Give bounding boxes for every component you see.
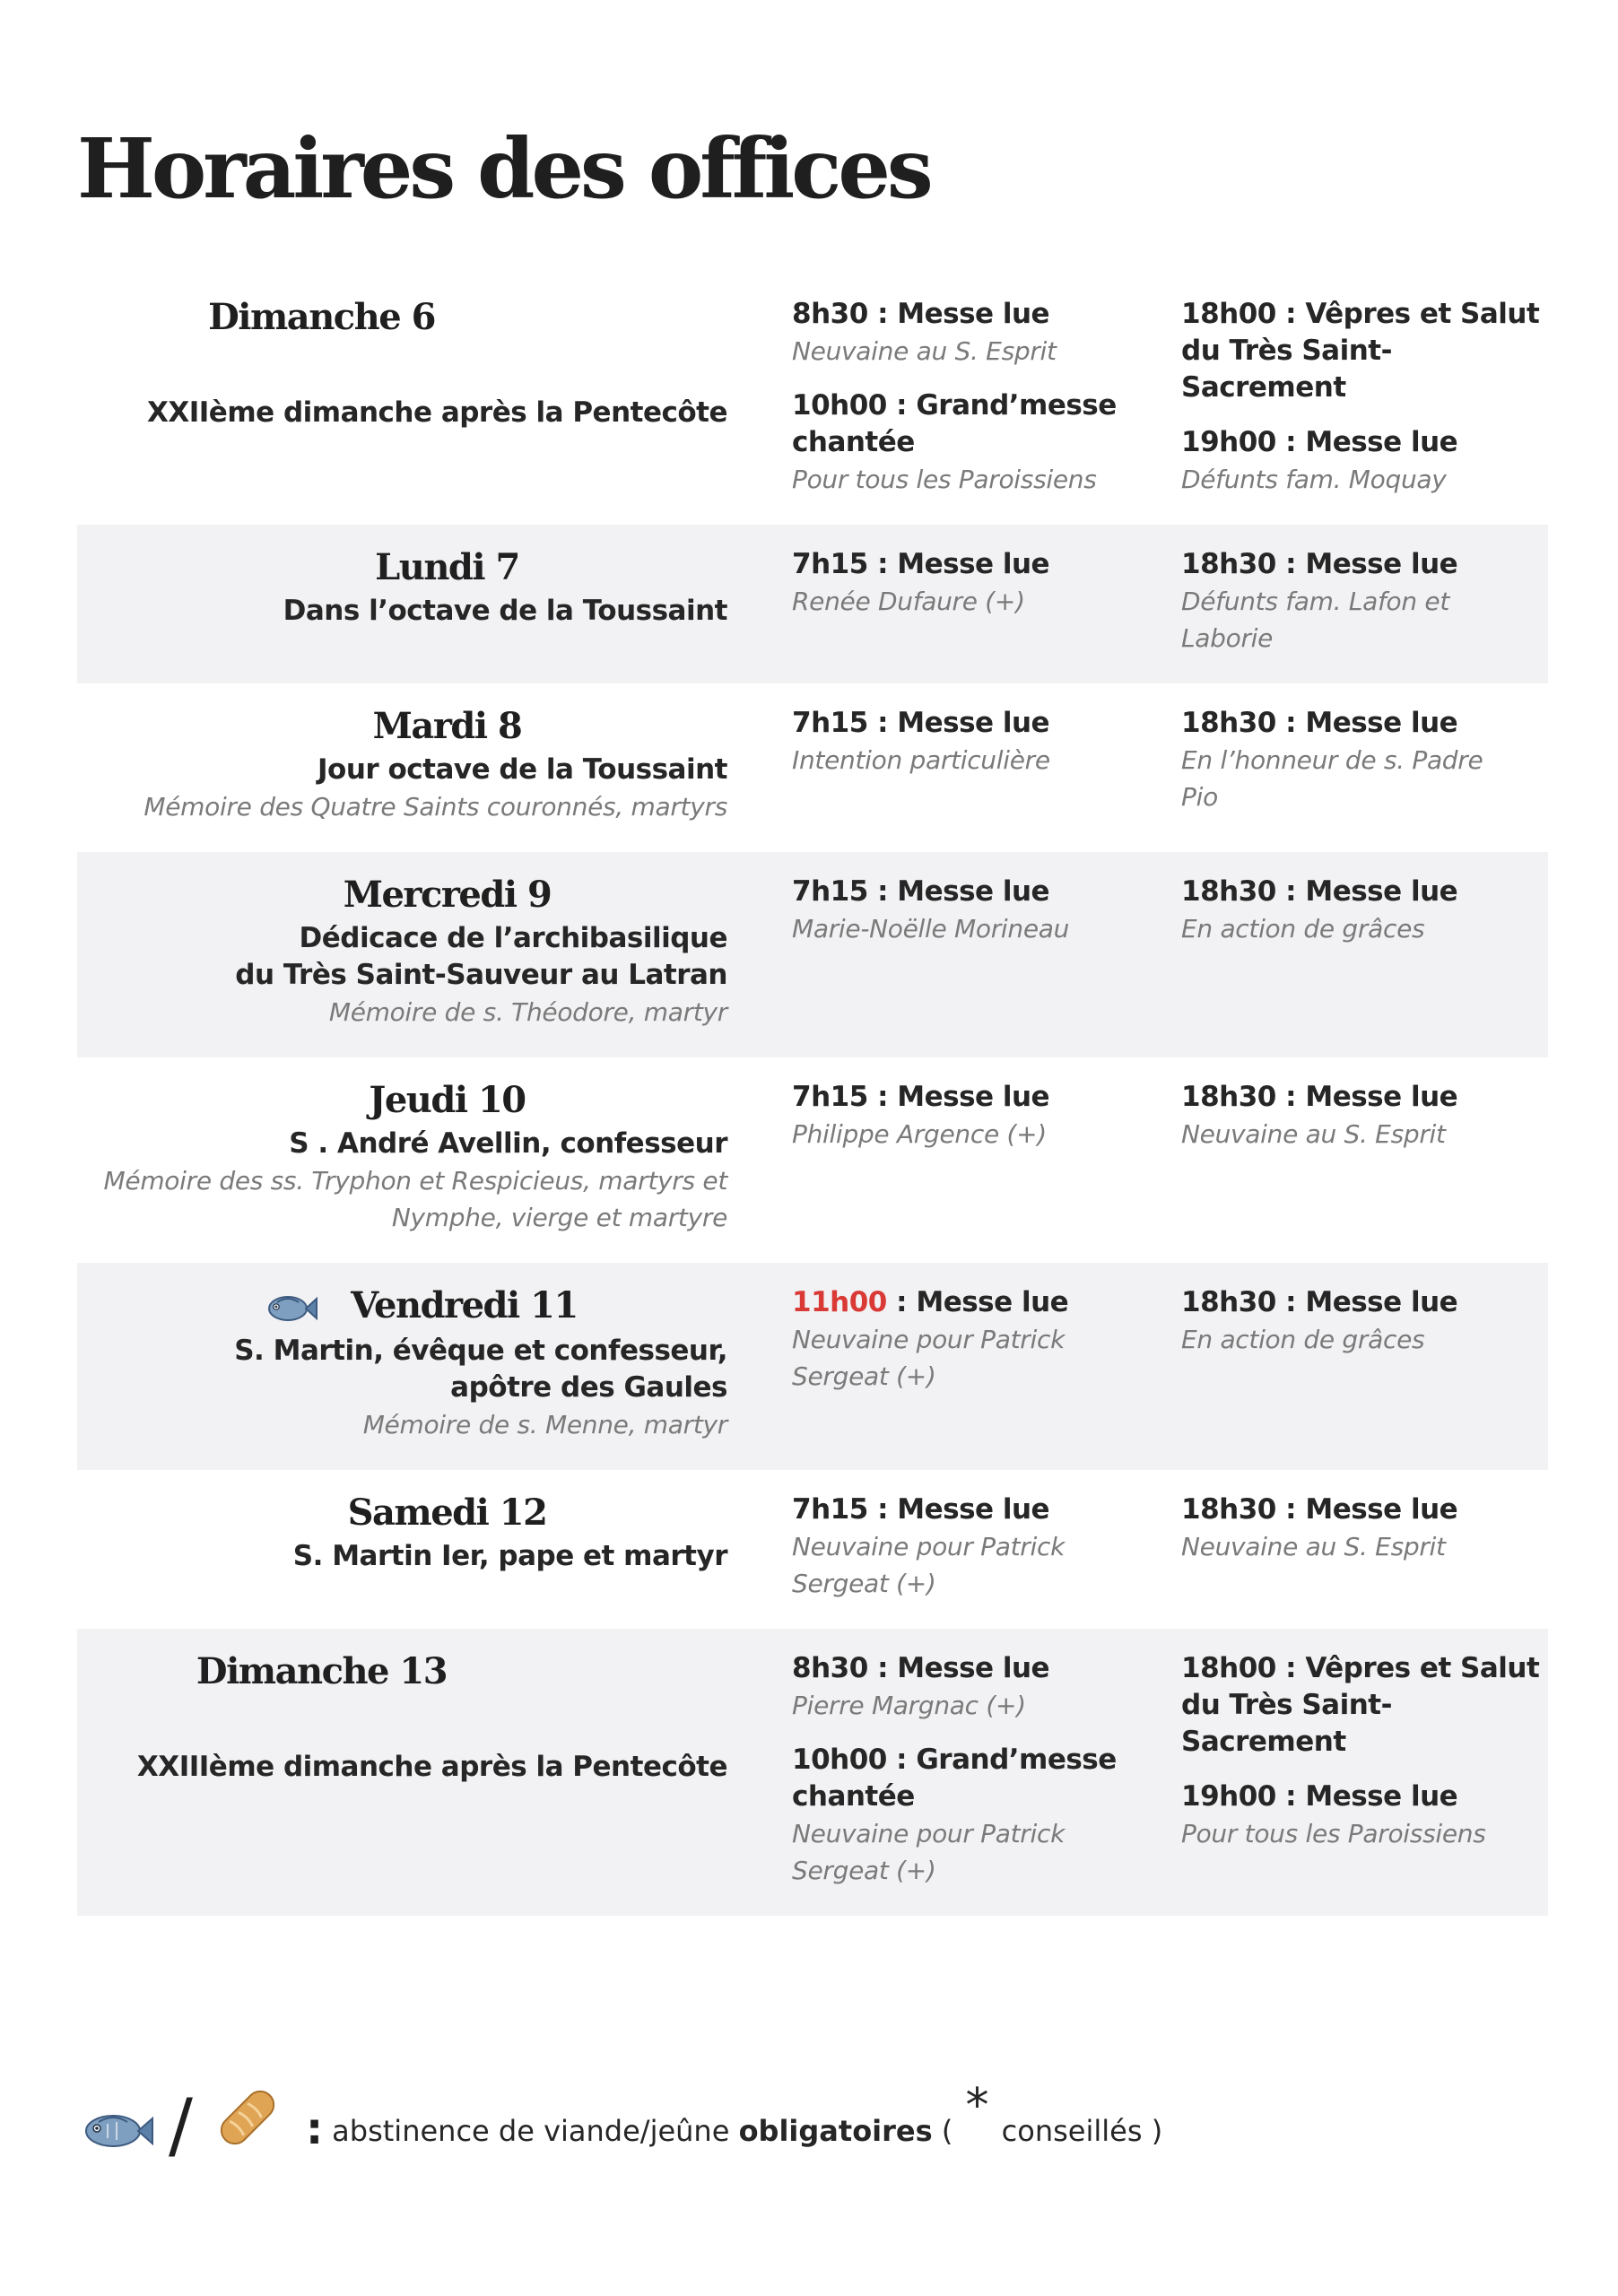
service-entry	[792, 1492, 1142, 1602]
service-entry	[1181, 424, 1548, 498]
service-entry	[792, 874, 1142, 947]
service-time: 18h30	[1181, 875, 1276, 908]
legend-paren-close: )	[1151, 2114, 1163, 2148]
day-info	[77, 1492, 727, 1602]
day-info	[77, 705, 727, 825]
day-row	[77, 1057, 1548, 1263]
service-title	[792, 1079, 1142, 1116]
day-row	[77, 525, 1548, 683]
day-row	[77, 274, 1548, 525]
service-title	[1181, 1650, 1548, 1761]
service-time: 18h30	[1181, 707, 1276, 739]
bread-icon	[207, 2077, 288, 2161]
service-label: Messe lue	[897, 1081, 1050, 1113]
morning-services	[792, 296, 1142, 498]
service-intention: Neuvaine pour Patrick	[792, 1532, 1065, 1561]
service-intention: En l’honneur de s. Padre	[1181, 745, 1483, 775]
service-intention: Sergeat (+)	[792, 1361, 936, 1391]
evening-services	[1181, 546, 1548, 657]
service-entry	[792, 1650, 1142, 1724]
service-separator: :	[1275, 426, 1306, 458]
evening-services	[1181, 296, 1548, 498]
service-label: Messe lue	[1305, 875, 1458, 908]
service-entry	[792, 387, 1142, 498]
service-title	[1181, 1079, 1548, 1116]
day-name-line	[77, 1284, 727, 1329]
day-name-line	[0, 296, 647, 339]
service-time: 19h00	[1181, 1780, 1276, 1813]
service-label: Messe lue	[897, 1493, 1050, 1526]
service-entry	[1181, 296, 1548, 406]
service-time: 18h00	[1181, 1652, 1276, 1684]
service-time: 7h15	[792, 548, 868, 580]
service-intention: Marie-Noëlle Morineau	[792, 914, 1070, 944]
service-title	[1181, 424, 1548, 461]
day-info	[77, 296, 727, 498]
service-separator: :	[1275, 875, 1306, 908]
service-title	[792, 1284, 1142, 1321]
day-name-line	[77, 1492, 727, 1535]
service-separator: :	[867, 707, 898, 739]
service-label: Messe lue	[897, 548, 1050, 580]
day-name-line	[77, 874, 727, 917]
service-entry	[1181, 1284, 1548, 1358]
service-label: Messe lue	[1305, 707, 1458, 739]
feast-title: XXIIIème dimanche après la Pentecôte	[136, 1751, 727, 1783]
service-time: 8h30	[792, 1652, 868, 1684]
service-title	[1181, 705, 1548, 742]
day-info	[77, 1650, 727, 1889]
service-intention: Neuvaine pour Patrick	[792, 1819, 1065, 1848]
service-intention: Neuvaine au S. Esprit	[792, 336, 1057, 366]
feast-title: Jour octave de la Toussaint	[318, 753, 727, 786]
evening-services	[1181, 1650, 1548, 1889]
feast-title: S . André Avellin, confesseur	[289, 1127, 727, 1160]
service-intention: Pio	[1181, 782, 1218, 812]
day-info	[77, 546, 727, 657]
day-name-line	[0, 1650, 647, 1693]
service-entry	[792, 1079, 1142, 1152]
service-time: 7h15	[792, 1081, 868, 1113]
service-time: 10h00	[792, 389, 887, 422]
service-separator: :	[867, 548, 898, 580]
schedule	[77, 274, 1548, 1916]
service-separator: :	[1275, 1780, 1306, 1813]
service-title	[792, 546, 1142, 583]
legend-text-before: abstinence de viande/jeûne	[332, 2114, 730, 2148]
day-row	[77, 852, 1548, 1057]
day-name-line	[77, 705, 727, 748]
feast-title: apôtre des Gaules	[450, 1371, 727, 1404]
evening-services	[1181, 1079, 1548, 1236]
service-entry	[1181, 1650, 1548, 1761]
service-intention: Défunts fam. Moquay	[1181, 465, 1447, 494]
day-name: Mercredi 9	[343, 874, 552, 916]
service-label: Messe lue	[897, 1652, 1050, 1684]
service-intention: Laborie	[1181, 623, 1274, 653]
service-separator: :	[1275, 1081, 1306, 1113]
memoire-text: Mémoire de s. Menne, martyr	[362, 1410, 727, 1439]
service-time: 7h15	[792, 875, 868, 908]
sunday-spacer	[77, 343, 727, 395]
feast-title: S. Martin, évêque et confesseur,	[234, 1335, 727, 1367]
service-separator: :	[867, 875, 898, 908]
service-separator: :	[1275, 1286, 1306, 1318]
service-time: 19h00	[1181, 426, 1276, 458]
service-intention: Pour tous les Paroissiens	[1181, 1819, 1486, 1848]
service-intention: Neuvaine au S. Esprit	[1181, 1119, 1446, 1149]
feast-title: Dédicace de l’archibasilique	[299, 922, 727, 954]
memoire-text: Mémoire de s. Théodore, martyr	[328, 997, 727, 1027]
service-separator: :	[886, 1744, 917, 1776]
day-name: Lundi 7	[375, 546, 519, 588]
day-name: Samedi 12	[347, 1492, 547, 1534]
service-title	[1181, 1284, 1548, 1321]
morning-services	[792, 1650, 1142, 1889]
legend-slash: /	[169, 2083, 193, 2167]
evening-services	[1181, 705, 1548, 825]
day-name-line	[77, 1079, 727, 1122]
service-intention: Neuvaine pour Patrick	[792, 1325, 1065, 1354]
service-time: 7h15	[792, 1493, 868, 1526]
evening-services	[1181, 1492, 1548, 1602]
service-label: Messe lue	[1305, 1081, 1458, 1113]
service-title	[792, 1492, 1142, 1528]
service-intention: Sergeat (+)	[792, 1569, 936, 1598]
morning-services	[792, 874, 1142, 1031]
service-label: Messe lue	[1305, 1780, 1458, 1813]
service-title	[1181, 1492, 1548, 1528]
service-separator: :	[867, 1493, 898, 1526]
legend-paren-open: (	[941, 2114, 953, 2148]
legend-text-bold: obligatoires	[738, 2114, 933, 2148]
legend-text-after: conseillés	[1001, 2114, 1143, 2148]
service-entry	[1181, 874, 1548, 947]
day-name: Dimanche 6	[208, 296, 435, 338]
service-entry	[1181, 1079, 1548, 1152]
legend-colon: :	[305, 2104, 324, 2154]
service-title	[1181, 874, 1548, 910]
sunday-spacer	[77, 1697, 727, 1749]
service-entry	[1181, 705, 1548, 815]
service-title	[792, 296, 1142, 333]
service-separator: :	[1275, 707, 1306, 739]
service-label: Messe lue	[897, 298, 1050, 330]
service-intention: En action de grâces	[1181, 914, 1425, 944]
service-separator: :	[1275, 298, 1306, 330]
service-entry	[792, 1742, 1142, 1889]
day-info	[77, 874, 727, 1031]
service-title	[792, 705, 1142, 742]
asterisk-icon: *	[965, 2079, 989, 2133]
service-label: Grand’messe chantée	[792, 389, 1117, 458]
day-name: Dimanche 13	[196, 1650, 448, 1692]
service-separator: :	[867, 1652, 898, 1684]
memoire-text: Mémoire des ss. Tryphon et Respicieus, martyrs et	[103, 1166, 727, 1196]
service-separator: :	[867, 1081, 898, 1113]
fish-icon	[263, 1284, 318, 1326]
service-entry	[1181, 1492, 1548, 1565]
service-label: Messe lue	[897, 707, 1050, 739]
service-entry	[792, 296, 1142, 370]
service-separator: :	[1275, 1652, 1306, 1684]
service-title	[1181, 1779, 1548, 1815]
page-title: Horaires des offices	[77, 120, 930, 217]
service-label: Messe lue	[1305, 1286, 1458, 1318]
day-row	[77, 1263, 1548, 1470]
morning-services	[792, 1284, 1142, 1443]
service-label: Messe lue	[916, 1286, 1069, 1318]
service-separator: :	[1275, 1493, 1306, 1526]
service-intention: Pour tous les Paroissiens	[792, 465, 1097, 494]
service-entry	[792, 546, 1142, 620]
service-separator: :	[886, 389, 917, 422]
service-label: Messe lue	[897, 875, 1050, 908]
service-time: 18h30	[1181, 1081, 1276, 1113]
service-time: 18h00	[1181, 298, 1276, 330]
service-time: 7h15	[792, 707, 868, 739]
fish-icon	[77, 2102, 154, 2161]
morning-services	[792, 546, 1142, 657]
day-name: Jeudi 10	[369, 1079, 526, 1121]
service-title	[1181, 296, 1548, 406]
day-info	[77, 1079, 727, 1236]
service-title	[1181, 546, 1548, 583]
service-intention: Défunts fam. Lafon et	[1181, 587, 1449, 616]
service-title	[792, 1650, 1142, 1687]
service-separator: :	[886, 1286, 917, 1318]
day-row	[77, 683, 1548, 852]
memoire-text: Mémoire des Quatre Saints couronnés, martyrs	[144, 792, 727, 822]
service-intention: En action de grâces	[1181, 1325, 1425, 1354]
service-label: Messe lue	[1305, 1493, 1458, 1526]
service-entry	[1181, 1779, 1548, 1852]
service-label: Grand’messe chantée	[792, 1744, 1117, 1813]
morning-services	[792, 1079, 1142, 1236]
service-entry	[792, 705, 1142, 778]
day-row	[77, 1470, 1548, 1629]
service-intention: Neuvaine au S. Esprit	[1181, 1532, 1446, 1561]
service-time: 18h30	[1181, 548, 1276, 580]
service-entry	[792, 1284, 1142, 1395]
service-label: Vêpres et Salut du Très Saint-Sacrement	[1181, 1652, 1540, 1758]
evening-services	[1181, 1284, 1548, 1443]
legend	[77, 2063, 1163, 2167]
service-label: Messe lue	[1305, 426, 1458, 458]
service-intention: Intention particulière	[792, 745, 1050, 775]
day-row	[77, 1629, 1548, 1916]
service-title	[792, 1742, 1142, 1815]
day-info	[77, 1284, 727, 1443]
feast-title: Dans l’octave de la Toussaint	[283, 595, 727, 627]
feast-title: du Très Saint-Sauveur au Latran	[235, 959, 727, 991]
morning-services	[792, 705, 1142, 825]
service-time: 18h30	[1181, 1493, 1276, 1526]
service-title	[792, 387, 1142, 461]
day-name-line	[77, 546, 727, 589]
service-separator: :	[867, 298, 898, 330]
service-intention: Renée Dufaure (+)	[792, 587, 1025, 616]
service-intention: Sergeat (+)	[792, 1856, 936, 1885]
evening-services	[1181, 874, 1548, 1031]
service-title	[792, 874, 1142, 910]
service-entry	[1181, 546, 1548, 657]
service-separator: :	[1275, 548, 1306, 580]
feast-title: S. Martin Ier, pape et martyr	[292, 1540, 727, 1572]
legend-text	[332, 2079, 1163, 2152]
service-time: 10h00	[792, 1744, 887, 1776]
morning-services	[792, 1492, 1142, 1602]
service-label: Messe lue	[1305, 548, 1458, 580]
service-time: 8h30	[792, 298, 868, 330]
service-label: Vêpres et Salut du Très Saint-Sacrement	[1181, 298, 1540, 404]
memoire-text: Nymphe, vierge et martyre	[391, 1203, 727, 1232]
service-time: 11h00	[792, 1286, 887, 1318]
feast-title: XXIIème dimanche après la Pentecôte	[146, 396, 727, 429]
service-time: 18h30	[1181, 1286, 1276, 1318]
service-intention: Philippe Argence (+)	[792, 1119, 1047, 1149]
service-intention: Pierre Margnac (+)	[792, 1691, 1026, 1720]
day-name: Mardi 8	[372, 705, 522, 747]
day-name: Vendredi 11	[351, 1284, 578, 1326]
